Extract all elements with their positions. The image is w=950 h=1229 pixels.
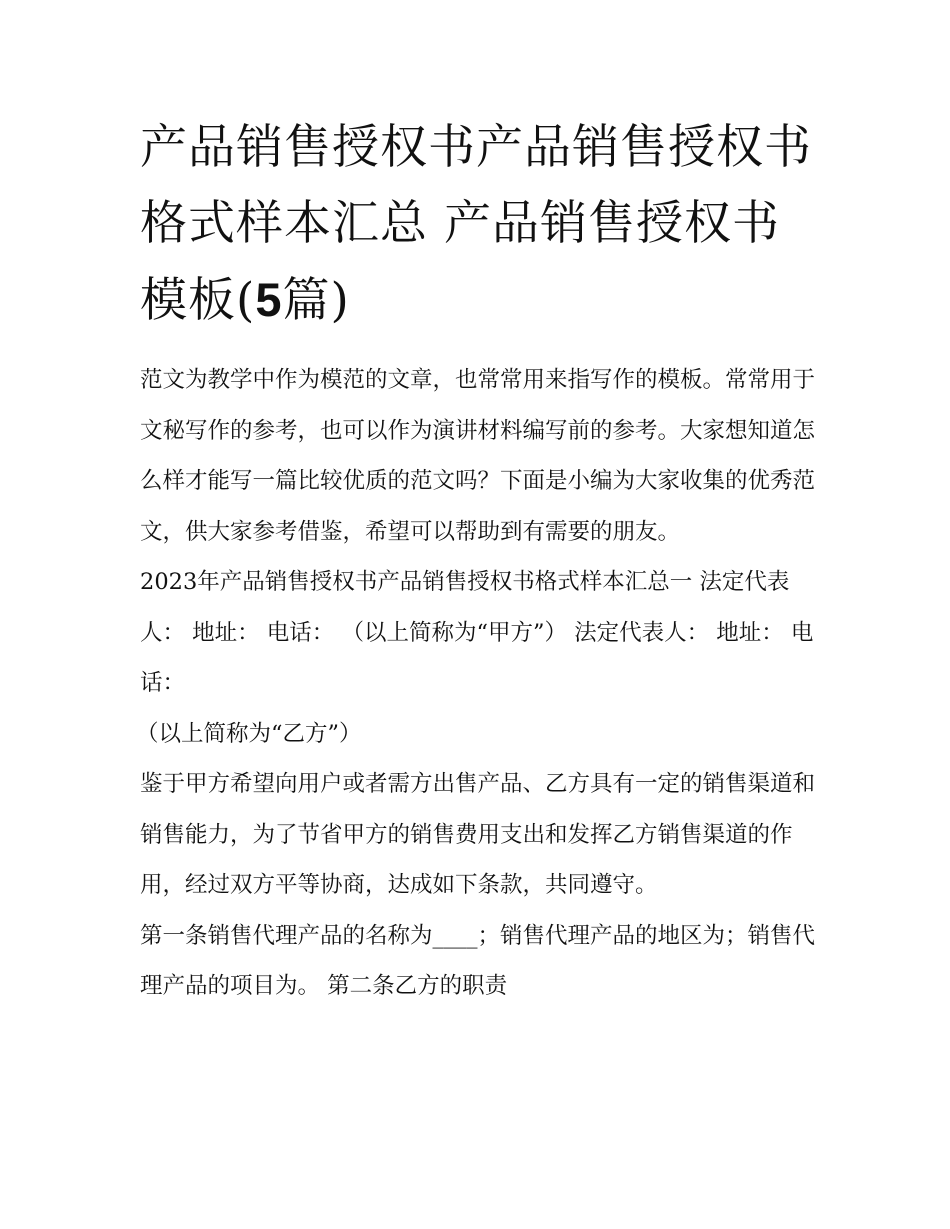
parties-paragraph: 2023年产品销售授权书产品销售授权书格式样本汇总一 法定代表人： 地址： 电话： （以上简称为“甲方”） 法定代表人： 地址： 电话：: [140, 569, 814, 696]
intro-paragraph: 范文为教学中作为模范的文章，也常常用来指写作的模板。常常用于文秘写作的参考，也可以作为演讲材料编写前的参考。大家想知道怎么样才能写一篇比较优质的范文吗？下面是小编为大家收集的优秀范文，供大家参考借鉴，希望可以帮助到有需要的朋友。: [140, 367, 816, 545]
party-b-note: （以上简称为“乙方”）: [136, 720, 362, 747]
title-text-part2: 篇): [282, 273, 350, 328]
document-body: [136, 355, 820, 1012]
article-one-paragraph: 第一条销售代理产品的名称为____；销售代理产品的地区为；销售代理产品的项目为。 第二条乙方的职责: [140, 922, 816, 999]
document-title: [140, 110, 820, 339]
title-text-part1: 产品销售授权书产品销售授权书格式样本汇总 产品销售授权书模板(: [140, 120, 812, 328]
title-count-number: 5: [255, 273, 283, 326]
preamble-paragraph: 鉴于甲方希望向用户或者需方出售产品、乙方具有一定的销售渠道和销售能力，为了节省甲方的销售费用支出和发挥乙方销售渠道的作用，经过双方平等协商，达成如下条款，共同遵守。: [140, 771, 816, 898]
